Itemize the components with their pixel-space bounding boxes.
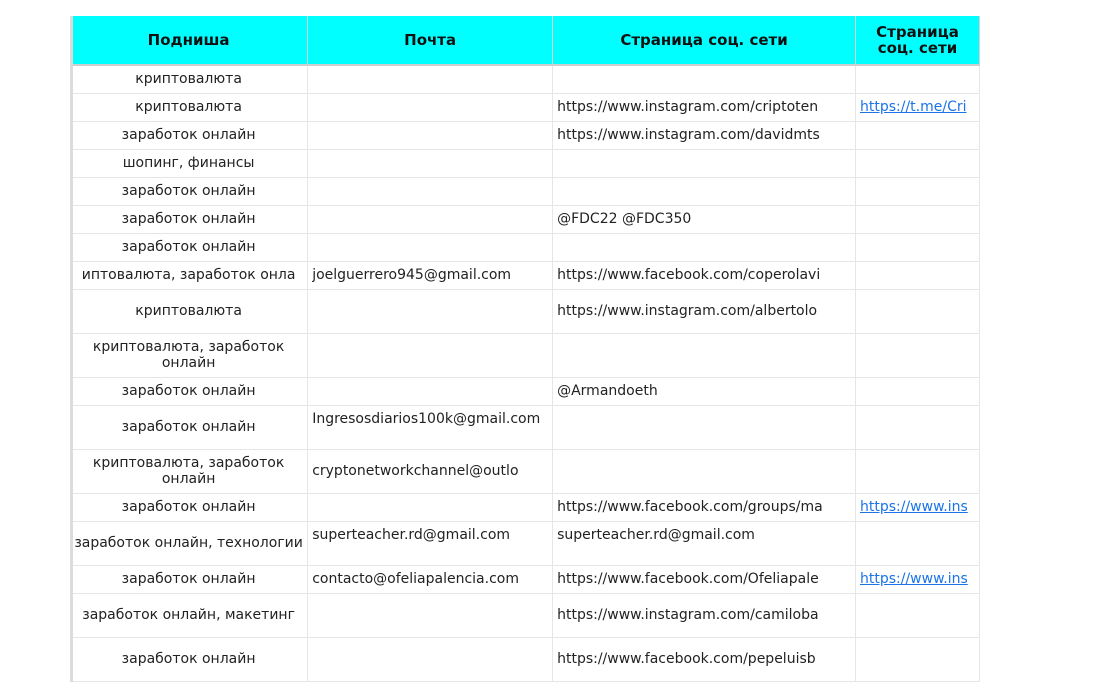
- cell-social-1[interactable]: https://www.facebook.com/pepeluisb: [553, 637, 856, 681]
- table-row: [70, 637, 980, 681]
- cell-email[interactable]: [308, 377, 553, 405]
- cell-social-1[interactable]: [553, 233, 856, 261]
- cell-subniche[interactable]: криптовалюта: [70, 65, 308, 93]
- table-row: [70, 405, 980, 449]
- cell-email[interactable]: [308, 149, 553, 177]
- cell-social-2[interactable]: [856, 521, 980, 565]
- cell-subniche-text: иптовалюта, заработок онла: [81, 267, 296, 283]
- cell-social-1[interactable]: https://www.instagram.com/criptoten: [553, 93, 856, 121]
- cell-subniche[interactable]: криптовалюта: [70, 289, 308, 333]
- table-row: [70, 261, 980, 289]
- cell-subniche[interactable]: заработок онлайн: [70, 405, 308, 449]
- cell-social-2[interactable]: [856, 149, 980, 177]
- table-row: [70, 205, 980, 233]
- cell-email[interactable]: [308, 93, 553, 121]
- cell-subniche[interactable]: заработок онлайн: [70, 177, 308, 205]
- cell-email[interactable]: Ingresosdiarios100k@gmail.com: [308, 405, 553, 449]
- header-social-2[interactable]: Страница соц. сети: [856, 16, 980, 65]
- table-row: [70, 333, 980, 377]
- table-row: [70, 93, 980, 121]
- cell-subniche[interactable]: заработок онлайн: [70, 121, 308, 149]
- cell-email[interactable]: contacto@ofeliapalencia.com: [308, 565, 553, 593]
- cell-email[interactable]: [308, 333, 553, 377]
- cell-social-2[interactable]: [856, 405, 980, 449]
- header-social-1[interactable]: Страница соц. сети: [553, 16, 856, 65]
- cell-social-2[interactable]: [856, 121, 980, 149]
- cell-social-2[interactable]: https://t.me/Cri: [856, 93, 980, 121]
- cell-subniche[interactable]: заработок онлайн: [70, 493, 308, 521]
- cell-social-1[interactable]: https://www.facebook.com/groups/ma: [553, 493, 856, 521]
- table-row: [70, 121, 980, 149]
- cell-social-1[interactable]: [553, 333, 856, 377]
- cell-email[interactable]: [308, 177, 553, 205]
- cell-social-2[interactable]: [856, 261, 980, 289]
- header-row: [70, 16, 980, 65]
- cell-social-2[interactable]: [856, 233, 980, 261]
- cell-social-1[interactable]: superteacher.rd@gmail.com: [553, 521, 856, 565]
- table-row: [70, 377, 980, 405]
- cell-social-1[interactable]: https://www.facebook.com/Ofeliapale: [553, 565, 856, 593]
- cell-subniche[interactable]: заработок онлайн, технологии: [70, 521, 308, 565]
- cell-social-2[interactable]: [856, 333, 980, 377]
- cell-social-2[interactable]: https://www.ins: [856, 493, 980, 521]
- table-row: [70, 233, 980, 261]
- header-email[interactable]: Почта: [308, 16, 553, 65]
- cell-email[interactable]: superteacher.rd@gmail.com: [308, 521, 553, 565]
- cell-email[interactable]: [308, 493, 553, 521]
- cell-subniche[interactable]: заработок онлайн, макетинг: [70, 593, 308, 637]
- cell-social-2[interactable]: [856, 205, 980, 233]
- cell-email[interactable]: [308, 289, 553, 333]
- cell-email[interactable]: [308, 205, 553, 233]
- cell-email[interactable]: [308, 637, 553, 681]
- cell-email[interactable]: joelguerrero945@gmail.com: [308, 261, 553, 289]
- table-row: [70, 493, 980, 521]
- cell-subniche[interactable]: криптовалюта, заработок онлайн: [70, 333, 308, 377]
- cell-email[interactable]: [308, 233, 553, 261]
- cell-social-1[interactable]: https://www.facebook.com/coperolavi: [553, 261, 856, 289]
- cell-social-2[interactable]: [856, 637, 980, 681]
- spreadsheet: [70, 16, 980, 682]
- cell-social-2[interactable]: [856, 177, 980, 205]
- cell-social-1[interactable]: [553, 449, 856, 493]
- cell-subniche[interactable]: [70, 261, 308, 289]
- cell-social-1[interactable]: [553, 405, 856, 449]
- cell-email[interactable]: cryptonetworkchannel@outlo: [308, 449, 553, 493]
- cell-subniche[interactable]: заработок онлайн: [70, 565, 308, 593]
- cell-subniche[interactable]: заработок онлайн: [70, 205, 308, 233]
- table-row: [70, 565, 980, 593]
- cell-social-2[interactable]: [856, 377, 980, 405]
- table-row: [70, 289, 980, 333]
- table-row: [70, 449, 980, 493]
- cell-social-1[interactable]: @Armandoeth: [553, 377, 856, 405]
- table-row: [70, 149, 980, 177]
- cell-subniche[interactable]: заработок онлайн: [70, 233, 308, 261]
- cell-subniche[interactable]: заработок онлайн: [70, 377, 308, 405]
- cell-subniche[interactable]: шопинг, финансы: [70, 149, 308, 177]
- data-table: [70, 16, 980, 682]
- table-row: [70, 177, 980, 205]
- cell-subniche[interactable]: заработок онлайн: [70, 637, 308, 681]
- cell-email[interactable]: [308, 593, 553, 637]
- cell-subniche[interactable]: криптовалюта: [70, 93, 308, 121]
- cell-social-1[interactable]: [553, 149, 856, 177]
- cell-email[interactable]: [308, 121, 553, 149]
- cell-social-2[interactable]: [856, 449, 980, 493]
- table-row: [70, 65, 980, 93]
- cell-email[interactable]: [308, 65, 553, 93]
- cell-social-1[interactable]: https://www.instagram.com/albertolo: [553, 289, 856, 333]
- cell-social-2[interactable]: [856, 65, 980, 93]
- cell-social-1[interactable]: https://www.instagram.com/davidmts: [553, 121, 856, 149]
- cell-social-1[interactable]: @FDC22 @FDC350: [553, 205, 856, 233]
- cell-social-1[interactable]: https://www.instagram.com/camiloba: [553, 593, 856, 637]
- table-row: [70, 593, 980, 637]
- frozen-column-divider: [70, 16, 73, 682]
- cell-social-1[interactable]: [553, 177, 856, 205]
- cell-social-2[interactable]: [856, 593, 980, 637]
- cell-social-2[interactable]: https://www.ins: [856, 565, 980, 593]
- header-subniche[interactable]: Подниша: [70, 16, 308, 65]
- cell-social-1[interactable]: [553, 65, 856, 93]
- cell-subniche[interactable]: криптовалюта, заработок онлайн: [70, 449, 308, 493]
- table-row: [70, 521, 980, 565]
- cell-social-2[interactable]: [856, 289, 980, 333]
